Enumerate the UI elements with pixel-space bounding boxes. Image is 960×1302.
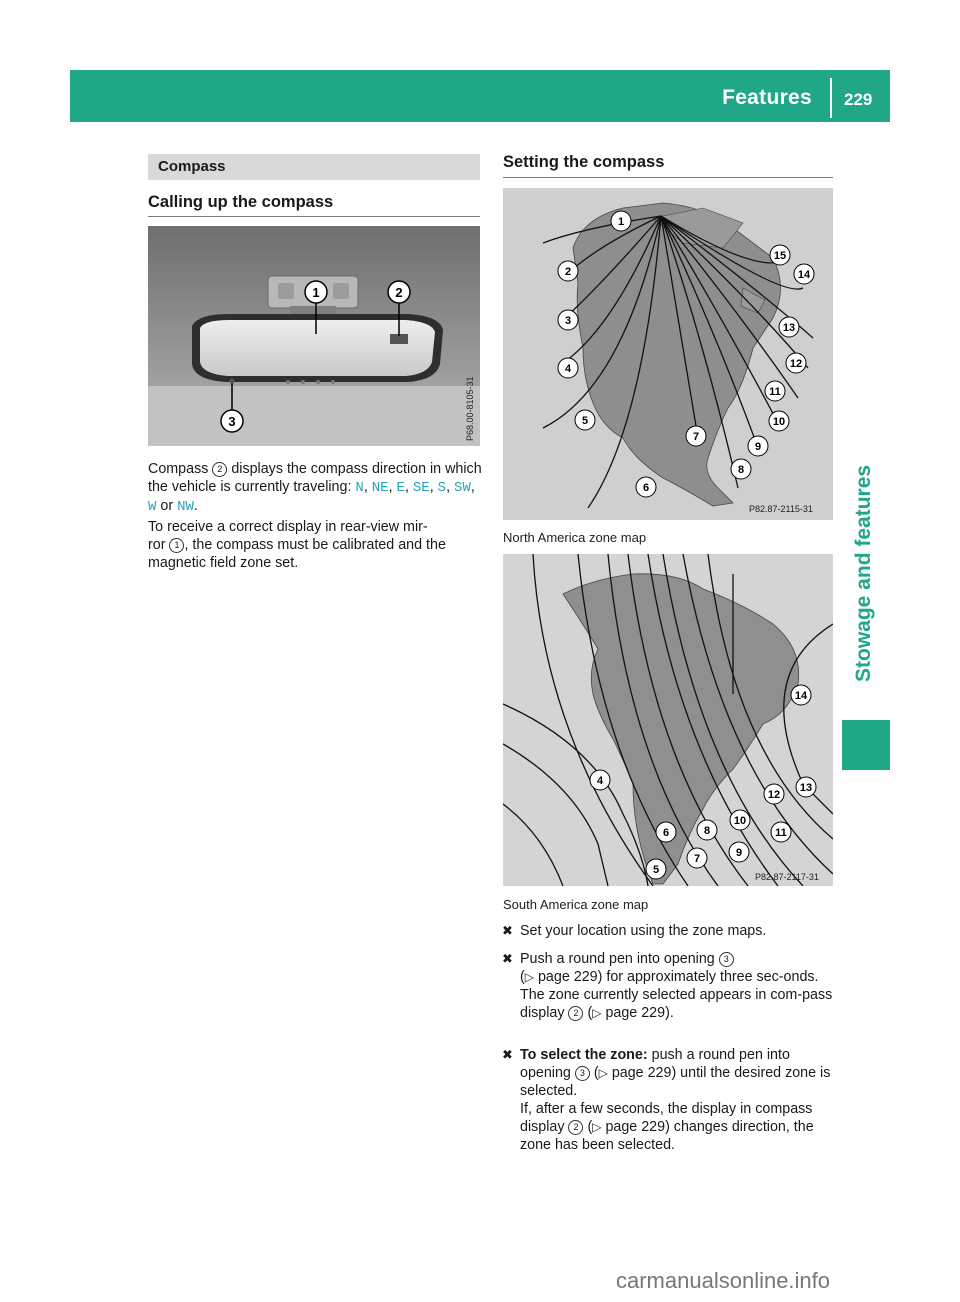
header-divider	[830, 78, 832, 118]
bullet2-c: page 229) for approximately three sec-onds.	[537, 969, 819, 985]
svg-text:7: 7	[692, 431, 700, 443]
callout-ref-2: 2	[568, 1120, 583, 1135]
na-zone-13	[779, 317, 799, 337]
svg-text:5: 5	[581, 415, 589, 427]
bullet3-c: If, after a few seconds, the display in compass display	[520, 1101, 813, 1135]
svg-text:9: 9	[754, 441, 762, 453]
sa-zone-12	[764, 784, 784, 804]
svg-text:9: 9	[735, 847, 743, 859]
bullet-arrow-icon: ✖	[502, 923, 513, 938]
bullet2-d: The zone currently selected appears in com-pass display	[520, 987, 833, 1021]
side-tab-label: Stowage and features	[852, 464, 875, 682]
svg-text:11: 11	[769, 386, 781, 398]
svg-text:8: 8	[703, 825, 711, 837]
mirror-image-code: P68.00-8105-31	[465, 376, 475, 441]
sa-zone-10	[730, 810, 750, 830]
svg-text:6: 6	[662, 827, 670, 839]
svg-text:11: 11	[775, 827, 787, 839]
north-america-map	[503, 188, 833, 520]
sa-zone-7	[687, 848, 707, 868]
dir-ne: NE	[371, 480, 389, 496]
svg-text:10: 10	[733, 815, 747, 827]
svg-text:8: 8	[737, 464, 745, 476]
bullet-select-zone: ✖ To select the zone: push a round pen into opening 3 (▷ page 229) until the desired zone is selected. If, after a few seconds, the display in compass display 2 (▷ page 229) changes direction, the zone has been selected.	[502, 1047, 831, 1153]
bullet3-d: page 229) changes direction, the zone has been selected.	[520, 1119, 814, 1153]
na-zone-10	[769, 411, 789, 431]
sa-zone-14	[791, 685, 811, 705]
callout-ref-3: 3	[719, 952, 734, 967]
para2-ror: ror	[148, 537, 170, 553]
sa-zone-13	[796, 777, 816, 797]
para1-mid: displays the compass direction in which the vehicle is currently traveling:	[148, 461, 482, 495]
sa-zone-11	[771, 822, 791, 842]
dir-nw: NW	[177, 499, 194, 515]
na-zone-2	[558, 261, 578, 281]
bullet-arrow-icon: ✖	[502, 1047, 513, 1062]
setting-heading: Setting the compass	[503, 153, 665, 171]
page-ref-icon: ▷	[598, 1066, 608, 1080]
na-zone-12	[786, 353, 806, 373]
header-title: Features	[722, 86, 812, 109]
sa-zone-6	[656, 822, 676, 842]
svg-text:14: 14	[797, 269, 811, 281]
south-america-map	[503, 554, 833, 886]
svg-text:13: 13	[782, 322, 796, 334]
sa-zone-9	[729, 842, 749, 862]
na-zone-5	[575, 410, 595, 430]
compass-description: Compass 2 displays the compass direction in which the vehicle is currently traveling: N, NE, E, SE, S, SW, W or NW.	[148, 461, 482, 515]
na-map-code: P82.87-2115-31	[749, 504, 813, 514]
callout-ref-2: 2	[568, 1006, 583, 1021]
svg-text:4: 4	[564, 363, 572, 375]
na-zone-14	[794, 264, 814, 284]
na-zone-15	[770, 245, 790, 265]
heading-rule	[148, 216, 480, 217]
dir-se: SE	[412, 480, 430, 496]
bullet2-paren: (	[520, 969, 525, 985]
south-america-caption: South America zone map	[503, 897, 649, 912]
north-america-caption: North America zone map	[503, 530, 647, 545]
svg-text:15: 15	[773, 250, 787, 262]
footer-watermark: carmanualsonline.info	[616, 1268, 831, 1293]
callout-ref-1: 1	[169, 538, 184, 553]
na-zone-4	[558, 358, 578, 378]
na-zone-1	[611, 211, 631, 231]
svg-text:2: 2	[395, 285, 403, 300]
mirror-callout-2	[388, 281, 410, 303]
dir-n: N	[355, 480, 364, 496]
svg-text:12: 12	[767, 789, 781, 801]
svg-text:10: 10	[772, 416, 786, 428]
bullet3-b: page 229) until the desired zone is selected.	[520, 1065, 831, 1099]
svg-text:14: 14	[794, 690, 808, 702]
na-zone-7	[686, 426, 706, 446]
setting-rule	[503, 177, 833, 178]
svg-text:13: 13	[799, 782, 813, 794]
bullet-set-location	[502, 922, 836, 940]
side-tab	[842, 122, 890, 690]
sa-zone-4	[590, 770, 610, 790]
page-ref-icon: ▷	[592, 1120, 602, 1134]
na-zone-11	[765, 381, 785, 401]
bullet2-e: page 229).	[605, 1005, 674, 1021]
bullet-push-pen: ✖ Push a round pen into opening 3 (▷ page 229) for approximately three sec-onds. The zone currently selected appears in com-pass display 2 (▷ page 229).	[502, 951, 833, 1021]
para1-start: Compass	[148, 461, 213, 477]
callout-ref-3: 3	[575, 1066, 590, 1081]
dir-s: S	[437, 480, 447, 496]
dir-e: E	[396, 480, 405, 496]
para1-or: or	[160, 498, 174, 514]
bullet2-a: Push a round pen into opening	[520, 951, 719, 967]
bullet3-bold: To select the zone:	[520, 1047, 648, 1063]
na-zone-8	[731, 459, 751, 479]
na-zone-9	[748, 436, 768, 456]
calibration-note	[148, 518, 484, 572]
dir-sw: SW	[454, 480, 471, 496]
na-zone-6	[636, 477, 656, 497]
svg-text:7: 7	[693, 853, 701, 865]
svg-text:3: 3	[228, 414, 236, 429]
svg-text:5: 5	[652, 864, 660, 876]
page-ref-icon: ▷	[592, 1006, 602, 1020]
south-america-zone-map	[503, 554, 833, 886]
dir-w: W	[148, 499, 157, 515]
svg-text:2: 2	[564, 266, 572, 278]
para2-end: , the compass must be calibrated and the magnetic field zone set.	[148, 537, 446, 571]
mirror-image	[148, 226, 480, 446]
north-america-zone-map	[503, 188, 833, 520]
sa-zone-5	[646, 859, 666, 879]
mirror-callout-1	[305, 281, 327, 303]
calling-up-heading: Calling up the compass	[148, 193, 334, 211]
sa-map-code: P82.87-2117-31	[755, 872, 819, 882]
svg-text:4: 4	[596, 775, 604, 787]
svg-text:6: 6	[642, 482, 650, 494]
svg-text:12: 12	[789, 358, 803, 370]
callout-ref-2: 2	[212, 462, 227, 477]
mirror-callout-3	[221, 410, 243, 432]
bullet1-text: Set your location using the zone maps.	[520, 923, 767, 939]
svg-text:3: 3	[564, 315, 572, 327]
bullet3-a: push a round pen into opening	[520, 1047, 790, 1081]
svg-text:1: 1	[312, 285, 320, 300]
na-zone-3	[558, 310, 578, 330]
mirror-illustration	[148, 226, 480, 446]
bullet-arrow-icon: ✖	[502, 951, 513, 966]
section-band-title: Compass	[158, 158, 226, 175]
para2-line1: To receive a correct display in rear-view mir-	[148, 519, 428, 535]
section-band	[148, 154, 480, 180]
svg-text:1: 1	[617, 216, 625, 228]
page-ref-icon: ▷	[524, 970, 534, 984]
sa-zone-8	[697, 820, 717, 840]
side-tab-block	[842, 720, 890, 770]
page-number: 229	[844, 90, 873, 109]
